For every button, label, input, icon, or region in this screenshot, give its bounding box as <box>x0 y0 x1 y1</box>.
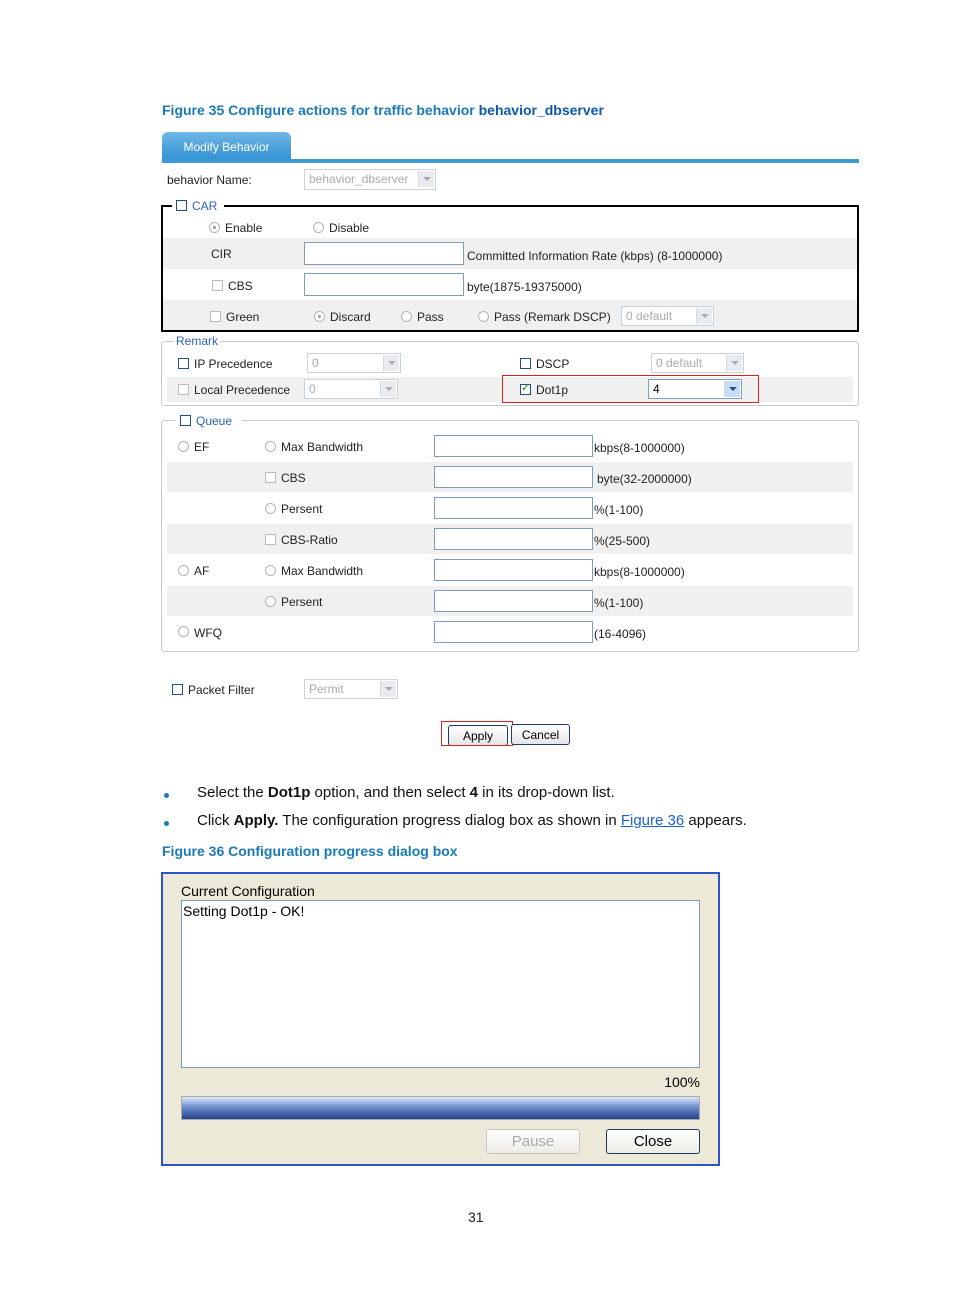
cbs-ratio-checkbox[interactable] <box>265 534 276 545</box>
af-persent-label: Persent <box>281 595 323 609</box>
car-dscp-select[interactable]: 0 default <box>621 306 714 326</box>
ef-max-bandwidth-radio[interactable] <box>265 441 276 452</box>
green-checkbox[interactable] <box>210 311 221 322</box>
ef-persent-label: Persent <box>281 502 323 516</box>
tab-bar-line <box>162 159 859 163</box>
progress-dialog <box>161 872 720 1166</box>
af-persent-input[interactable] <box>434 590 593 612</box>
ef-cbs-hint: byte(32-2000000) <box>597 472 692 486</box>
cbs-ratio-label: CBS-Ratio <box>281 533 338 547</box>
ef-persent-radio[interactable] <box>265 503 276 514</box>
ip-precedence-select[interactable]: 0 <box>307 353 401 373</box>
ip-precedence-checkbox[interactable] <box>178 358 189 369</box>
figure-36-caption: Figure 36 Configuration progress dialog box <box>162 843 458 859</box>
progress-fill <box>182 1097 699 1119</box>
car-enable-label: Enable <box>225 221 263 235</box>
bullet-text-2: Click Apply. The configuration progress dialog box as shown in Figure 36 appears. <box>197 812 747 829</box>
packet-filter-select[interactable]: Permit <box>304 679 398 699</box>
ef-max-bandwidth-input[interactable] <box>434 435 593 457</box>
af-max-bandwidth-radio[interactable] <box>265 565 276 576</box>
af-max-bandwidth-hint: kbps(8-1000000) <box>594 565 685 579</box>
chevron-down-icon <box>696 308 712 324</box>
ef-persent-input[interactable] <box>434 497 593 519</box>
chevron-down-icon <box>380 381 396 397</box>
ef-label: EF <box>194 440 210 454</box>
remark-dscp-select[interactable]: 0 default <box>651 353 744 373</box>
bullet-text-1: Select the Dot1p option, and then select 4 in its drop-down list. <box>197 784 615 801</box>
bullet-icon <box>164 821 169 826</box>
pass-label: Pass <box>417 310 444 324</box>
ef-cbs-input[interactable] <box>434 466 593 488</box>
cir-label: CIR <box>211 247 232 261</box>
packet-filter-checkbox[interactable] <box>172 684 183 695</box>
chevron-down-icon <box>383 355 399 371</box>
ef-max-bandwidth-label: Max Bandwidth <box>281 440 364 454</box>
dot1p-select[interactable]: 4 <box>648 379 742 399</box>
car-cbs-input[interactable] <box>304 273 464 296</box>
checkmark-icon: ✓ <box>521 382 531 394</box>
af-persent-hint: %(1-100) <box>594 596 644 610</box>
cbs-ratio-hint: %(25-500) <box>594 534 651 548</box>
ef-cbs-label: CBS <box>281 471 306 485</box>
chevron-down-icon <box>724 381 740 397</box>
cir-input[interactable] <box>304 242 464 265</box>
green-label: Green <box>226 310 260 324</box>
cancel-button[interactable]: Cancel <box>511 724 570 745</box>
local-precedence-label: Local Precedence <box>194 383 291 397</box>
car-cbs-label: CBS <box>228 279 253 293</box>
af-max-bandwidth-label: Max Bandwidth <box>281 564 364 578</box>
ef-persent-hint: %(1-100) <box>594 503 644 517</box>
close-button[interactable]: Close <box>606 1129 700 1154</box>
behavior-name-label: behavior Name: <box>167 173 252 187</box>
car-disable-label: Disable <box>329 221 370 235</box>
remark-legend: Remark <box>176 334 219 348</box>
apply-button[interactable]: Apply <box>448 725 508 746</box>
wfq-label: WFQ <box>194 626 222 640</box>
ef-radio[interactable] <box>178 441 189 452</box>
discard-radio[interactable] <box>314 311 325 322</box>
log-line: Setting Dot1p - OK! <box>183 903 305 919</box>
packet-filter-label: Packet Filter <box>188 683 255 697</box>
car-disable-radio[interactable] <box>313 222 324 233</box>
figure-35-caption: Figure 35 Configure actions for traffic behavior behavior_dbserver <box>162 102 604 118</box>
tab-modify-behavior[interactable]: Modify Behavior <box>162 132 291 162</box>
car-checkbox[interactable] <box>176 200 187 211</box>
chevron-down-icon <box>726 355 742 371</box>
dscp-label: DSCP <box>536 357 570 371</box>
queue-checkbox[interactable] <box>180 415 191 426</box>
pause-button[interactable]: Pause <box>486 1129 580 1154</box>
af-label: AF <box>194 564 210 578</box>
car-enable-radio[interactable] <box>209 222 220 233</box>
car-cbs-checkbox[interactable] <box>212 280 223 291</box>
wfq-radio[interactable] <box>178 626 189 637</box>
log-textarea[interactable] <box>181 900 700 1068</box>
ip-precedence-label: IP Precedence <box>194 357 273 371</box>
local-precedence-checkbox[interactable] <box>178 384 189 395</box>
dot1p-label: Dot1p <box>536 383 569 397</box>
ef-max-bandwidth-hint: kbps(8-1000000) <box>594 441 685 455</box>
page-number: 31 <box>468 1209 484 1225</box>
dialog-title: Current Configuration <box>181 883 315 899</box>
wfq-input[interactable] <box>434 621 593 643</box>
pass-remark-label: Pass (Remark DSCP) <box>494 310 611 324</box>
bullet-icon <box>164 793 169 798</box>
pass-remark-radio[interactable] <box>478 311 489 322</box>
dscp-checkbox[interactable] <box>520 358 531 369</box>
chevron-down-icon <box>380 681 396 697</box>
progress-label: 100% <box>664 1074 700 1090</box>
progress-bar <box>181 1096 700 1120</box>
discard-label: Discard <box>330 310 371 324</box>
af-radio[interactable] <box>178 565 189 576</box>
dot1p-checkbox[interactable] <box>520 384 531 395</box>
behavior-name-select[interactable]: behavior_dbserver <box>304 169 436 190</box>
af-persent-radio[interactable] <box>265 596 276 607</box>
wfq-hint: (16-4096) <box>594 627 647 641</box>
af-max-bandwidth-input[interactable] <box>434 559 593 581</box>
ef-cbs-checkbox[interactable] <box>265 472 276 483</box>
car-cbs-hint: byte(1875-19375000) <box>467 280 582 294</box>
queue-legend: Queue <box>176 413 242 429</box>
local-precedence-select[interactable]: 0 <box>304 379 398 399</box>
chevron-down-icon <box>418 171 434 187</box>
figure-36-link[interactable]: Figure 36 <box>620 812 685 829</box>
cbs-ratio-input[interactable] <box>434 528 593 550</box>
apply-highlight-box <box>441 721 513 746</box>
cir-hint: Committed Information Rate (kbps) (8-1000000) <box>467 249 723 263</box>
car-legend: CAR <box>172 198 224 214</box>
pass-radio[interactable] <box>401 311 412 322</box>
